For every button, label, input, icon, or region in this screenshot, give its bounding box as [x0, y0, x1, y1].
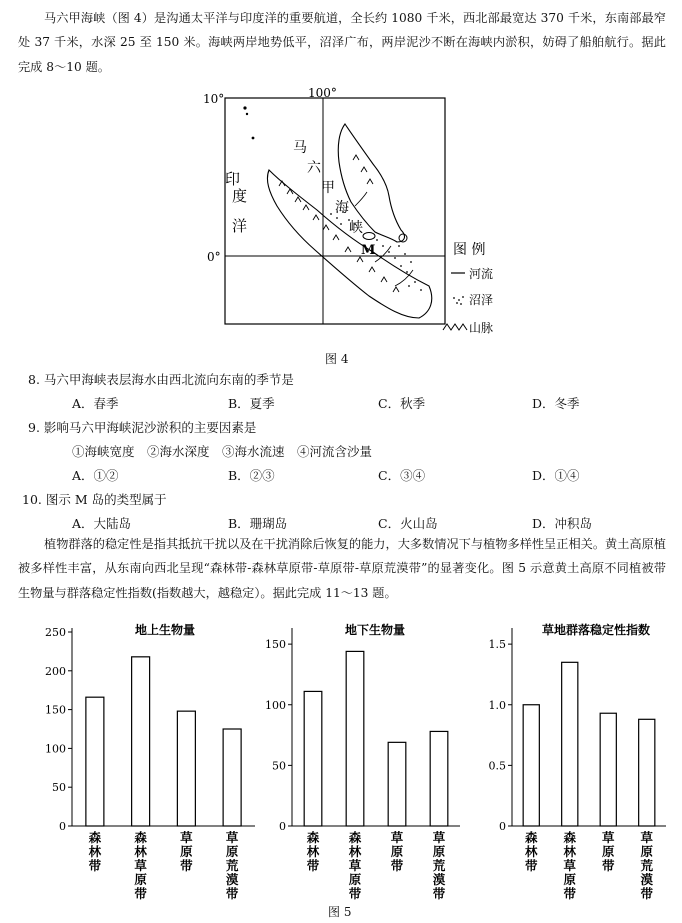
island-m-label: M [361, 243, 376, 258]
chart-3-category-label: 带 [640, 886, 654, 901]
q8-option-a[interactable]: A．春季 [72, 396, 119, 411]
chart-2-bar-3 [388, 742, 406, 826]
chart-2-category-label: 林 [306, 844, 320, 859]
q9-option-c[interactable]: C．③④ [378, 468, 426, 483]
passage-loess: 植物群落的稳定性是指其抵抗干扰以及在干扰消除后恢复的能力，大多数情况下与植物多样性呈正相关。黄土高原植被多样性丰富，从东南向西北呈现“森林带-森林草原带-草原带-草原荒漠带”的显著变化。图 5 示意黄土高原不同植被带生物量与群落稳定性指数(指数越大，越稳定）。据此完成 11～13 题。 [18, 537, 666, 600]
chart-1-ytick-label: 50 [52, 781, 66, 795]
chart-3-category-label: 森 [524, 830, 538, 845]
q8-num: 8. [28, 372, 40, 387]
chart-1-category-label: 林 [134, 844, 147, 859]
chart-2-category-label: 草 [432, 830, 446, 845]
chart-1-bar-3 [177, 711, 195, 826]
q9-num: 9. [28, 420, 40, 435]
chart-1-ytick-label: 100 [45, 742, 66, 756]
chart-2-category-label: 原 [390, 844, 404, 859]
q8-option-c[interactable]: C．秋季 [378, 396, 426, 411]
chart-3-category-label: 草 [640, 830, 654, 845]
q10-stem [22, 490, 167, 508]
chart-3-category-label: 带 [563, 886, 577, 901]
q10-option-c[interactable]: C．火山岛 [378, 516, 438, 531]
chart-1-bar-4 [223, 729, 241, 826]
chart-2-category-label: 带 [348, 886, 362, 901]
chart-2-category-label: 漠 [432, 872, 446, 887]
map-caption: 图 4 [325, 352, 349, 366]
chart-3-ytick-label: 0.5 [488, 759, 506, 773]
chart-2-category-label: 草 [348, 858, 362, 873]
chart-1-category-label: 带 [134, 886, 147, 901]
lon-100-label: 100° [308, 86, 337, 100]
malacca-map [195, 86, 495, 348]
chart-2-category-label: 原 [432, 844, 446, 859]
chart-3-category-label: 原 [640, 844, 654, 859]
legend-title: 图 例 [453, 242, 486, 258]
legend-river: 河流 [469, 267, 494, 281]
ocean-label-2: 度 [232, 187, 248, 205]
q9-stem [28, 418, 256, 436]
chart-3-category-label: 森 [563, 830, 577, 845]
q9-text: 影响马六甲海峡泥沙淤积的主要因素是 [43, 420, 257, 435]
chart-1-category-label: 原 [134, 872, 147, 887]
chart-2-bar-2 [346, 651, 364, 826]
passage-malacca: 马六甲海峡（图 4）是沟通太平洋与印度洋的重要航道，全长约 1080 千米，西北部最宽达 370 千米，东南部最窄处 37 千米，水深 25 至 150 米。海峡两岸地势低平，沼泽广布，两岸泥沙不断在海峡内淤积，妨碍了船舶航行。据此完成 8～10 题。 [18, 11, 666, 74]
chart-1-bar-1 [86, 697, 104, 826]
chart-1-category-label: 林 [88, 844, 102, 859]
chart-1-category-label: 带 [180, 858, 193, 873]
chart-2-ytick-label: 50 [272, 759, 286, 773]
chart-2-category-label: 带 [390, 858, 404, 873]
chart-1-category-label: 草 [225, 830, 239, 845]
q9-sub: ①海峡宽度 ②海水深度 ③海水流速 ④河流含沙量 [72, 444, 373, 459]
chart-1-ytick-label: 150 [45, 703, 66, 717]
ocean-label-3: 洋 [232, 217, 248, 235]
chart-2-category-label: 荒 [432, 858, 446, 873]
legend-swamp: 沼泽 [469, 293, 494, 307]
chart-3-ytick-label: 1.0 [488, 698, 506, 712]
chart-2-category-label: 林 [348, 844, 362, 859]
strait-label-2: 六 [307, 160, 321, 176]
legend-mountain: 山脉 [469, 321, 494, 335]
chart-3-category-label: 草 [563, 858, 577, 873]
chart-3-bar-4 [639, 719, 655, 826]
chart-3-category-label: 林 [563, 844, 577, 859]
chart-3-bar-1 [523, 705, 539, 826]
q10-text: 图示 M 岛的类型属于 [45, 492, 167, 507]
chart-2-category-label: 草 [390, 830, 404, 845]
chart-3-category-label: 带 [524, 858, 538, 873]
chart-3-category-label: 荒 [640, 858, 654, 873]
chart-2-category-label: 森 [348, 830, 362, 845]
q9-option-a[interactable]: A．①② [72, 468, 119, 483]
chart-2-bar-4 [430, 731, 448, 826]
figure5-caption: 图 5 [328, 905, 352, 919]
strait-label-5: 峡 [349, 220, 363, 236]
q8-text: 马六甲海峡表层海水由西北流向东南的季节是 [43, 372, 294, 387]
chart-1-ytick-label: 200 [45, 664, 66, 678]
q10-num: 10. [22, 492, 42, 507]
ocean-label: 印 [223, 171, 241, 186]
q8-stem [28, 370, 294, 388]
chart-3-title: 草地群落稳定性指数 [541, 623, 651, 637]
chart-3-category-label: 漠 [640, 872, 654, 887]
chart-1-category-label: 森 [88, 830, 102, 845]
chart-2-category-label: 带 [306, 858, 320, 873]
chart-2-ytick-label: 100 [265, 698, 286, 712]
chart-2-category-label: 森 [306, 830, 320, 845]
q10-option-a[interactable]: A．大陆岛 [72, 516, 132, 531]
chart-3-category-label: 林 [524, 844, 538, 859]
chart-3-bar-2 [562, 662, 578, 826]
q10-option-d[interactable]: D．冲积岛 [532, 516, 593, 531]
chart-3-ytick-label: 1.5 [488, 638, 506, 652]
map-svg [195, 86, 495, 348]
chart-1-bar-2 [132, 657, 150, 826]
chart-1-category-label: 草 [180, 830, 193, 845]
figure5-charts [0, 618, 682, 908]
lat-0-label: 0° [207, 250, 221, 264]
chart-3-category-label: 草 [601, 830, 615, 845]
q8-option-d[interactable]: D．冬季 [532, 396, 580, 411]
chart-3-category-label: 带 [601, 858, 615, 873]
chart-1-category-label: 荒 [225, 858, 239, 873]
chart-3-category-label: 原 [563, 872, 577, 887]
chart-1-category-label: 草 [134, 858, 147, 873]
chart-1-ytick-label: 250 [45, 626, 66, 639]
chart-2-ytick-label: 0 [279, 820, 286, 833]
chart-3-category-label: 原 [601, 844, 615, 859]
chart-3-bar-3 [600, 713, 616, 826]
chart-2-title: 地下生物量 [344, 623, 406, 637]
strait-label-4: 海 [335, 200, 349, 216]
chart-1-category-label: 森 [134, 830, 147, 845]
chart-3-ytick-label: 0 [499, 820, 506, 833]
chart-1-category-label: 原 [180, 844, 193, 859]
chart-1-title: 地上生物量 [134, 623, 196, 637]
chart-2-category-label: 带 [432, 886, 446, 901]
chart-2-category-label: 原 [348, 872, 362, 887]
strait-label-1: 马 [293, 140, 307, 156]
chart-1-category-label: 漠 [225, 872, 239, 887]
chart-1-category-label: 带 [88, 858, 102, 873]
chart-1-category-label: 带 [225, 886, 239, 901]
q9-option-b[interactable]: B．②③ [228, 468, 275, 483]
chart-1-category-label: 原 [225, 844, 239, 859]
q9-option-d[interactable]: D．①④ [532, 468, 580, 483]
chart-1-ytick-label: 0 [59, 820, 66, 833]
lat-10-label: 10° [203, 92, 225, 106]
strait-label-3: 甲 [321, 180, 335, 196]
q10-option-b[interactable]: B．珊瑚岛 [228, 516, 288, 531]
chart-2-bar-1 [304, 691, 322, 826]
q8-option-b[interactable]: B．夏季 [228, 396, 275, 411]
chart-2-ytick-label: 150 [265, 638, 286, 652]
